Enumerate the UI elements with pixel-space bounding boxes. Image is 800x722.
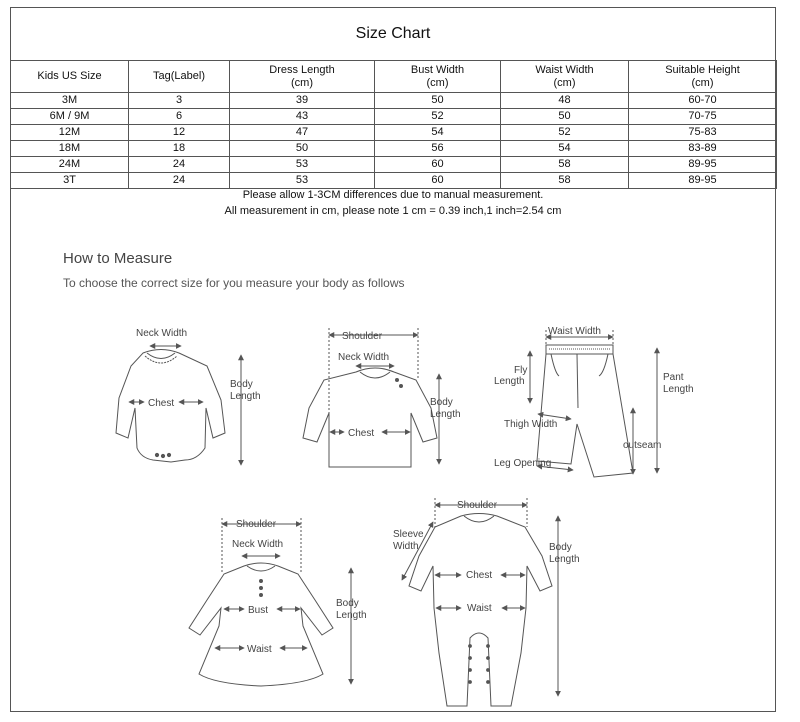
cell: 48 (501, 93, 629, 109)
label-shoulder-3: Shoulder (457, 500, 498, 511)
cell: 50 (230, 141, 375, 157)
bodysuit-illustration (116, 346, 241, 465)
label-body-1: Body (230, 379, 253, 390)
label-sleeve: Sleeve (393, 529, 424, 540)
cell: 75-83 (629, 125, 777, 141)
cell: 24M (11, 157, 129, 173)
label-waist-width-1: Waist Width (548, 326, 601, 337)
cell: 70-75 (629, 109, 777, 125)
label-body-4: Body (549, 542, 572, 553)
cell: 12 (129, 125, 230, 141)
note-line-2: All measurement in cm, please note 1 cm = 0.39 inch,1 inch=2.54 cm (224, 205, 562, 217)
cell: 39 (230, 93, 375, 109)
how-to-measure-title: How to Measure (63, 250, 173, 267)
label-body-3: Body (336, 598, 359, 609)
cell: 58 (501, 157, 629, 173)
label-waist-2: Waist (467, 603, 492, 614)
how-to-measure-subtitle: To choose the correct size for you measure your body as follows (63, 276, 405, 290)
label-neck-width-1: Neck Width (136, 328, 188, 339)
cell: 83-89 (629, 141, 777, 157)
label-length-1: Length (230, 391, 261, 402)
cell: 12M (11, 125, 129, 141)
cell: 53 (230, 157, 375, 173)
label-fly: Fly (514, 365, 528, 376)
label-fly-length: Length (494, 376, 525, 387)
cell: 18M (11, 141, 129, 157)
romper-illustration (402, 498, 558, 706)
header-size: Kids US Size (11, 61, 129, 93)
tee-illustration (303, 328, 439, 467)
cell: 60 (375, 173, 501, 189)
label-leg-opening: Leg Opening (494, 458, 552, 469)
cell: 6M / 9M (11, 109, 129, 125)
label-outseam: outseam (623, 440, 662, 451)
header-suitable-height: Suitable Height (cm) (629, 61, 777, 93)
label-chest-1: Chest (148, 398, 175, 409)
label-length-4: Length (549, 554, 580, 565)
cell: 6 (129, 109, 230, 125)
cell: 60-70 (629, 93, 777, 109)
cell: 54 (501, 141, 629, 157)
label-chest-2: Chest (348, 428, 375, 439)
cell: 24 (129, 173, 230, 189)
note-line-1: Please allow 1-3CM differences due to manual measurement. (242, 189, 544, 201)
cell: 52 (501, 125, 629, 141)
cell: 53 (230, 173, 375, 189)
cell: 60 (375, 157, 501, 173)
cell: 47 (230, 125, 375, 141)
label-neck-width-2: Neck Width (338, 352, 390, 363)
label-pant: Pant (663, 372, 684, 383)
cell: 89-95 (629, 173, 777, 189)
label-shoulder-2: Shoulder (236, 519, 277, 530)
cell: 43 (230, 109, 375, 125)
label-thigh-width: Thigh Width (504, 419, 558, 430)
cell: 24 (129, 157, 230, 173)
label-bust: Bust (248, 605, 269, 616)
header-dress-length: Dress Length (cm) (230, 61, 375, 93)
header-tag: Tag(Label) (129, 61, 230, 93)
label-body-2: Body (430, 397, 453, 408)
label-sleeve-width: Width (393, 541, 419, 552)
label-waist-1: Waist (247, 644, 272, 655)
cell: 56 (375, 141, 501, 157)
label-length-2: Length (430, 409, 461, 420)
cell: 18 (129, 141, 230, 157)
label-shoulder-1: Shoulder (342, 331, 383, 342)
cell: 50 (375, 93, 501, 109)
label-neck-width-3: Neck Width (232, 539, 284, 550)
cell: 3 (129, 93, 230, 109)
size-chart-frame (10, 7, 776, 712)
measurement-illustrations (11, 8, 777, 713)
cell: 50 (501, 109, 629, 125)
label-pant-length: Length (663, 384, 694, 395)
page-title: Size Chart (11, 8, 775, 61)
cell: 52 (375, 109, 501, 125)
cell: 3T (11, 173, 129, 189)
header-waist-width: Waist Width (cm) (501, 61, 629, 93)
pants-illustration (530, 330, 657, 477)
label-length-3: Length (336, 610, 367, 621)
label-chest-3: Chest (466, 570, 493, 581)
cell: 89-95 (629, 157, 777, 173)
header-bust-width: Bust Width (cm) (375, 61, 501, 93)
cell: 54 (375, 125, 501, 141)
cell: 3M (11, 93, 129, 109)
cell: 58 (501, 173, 629, 189)
